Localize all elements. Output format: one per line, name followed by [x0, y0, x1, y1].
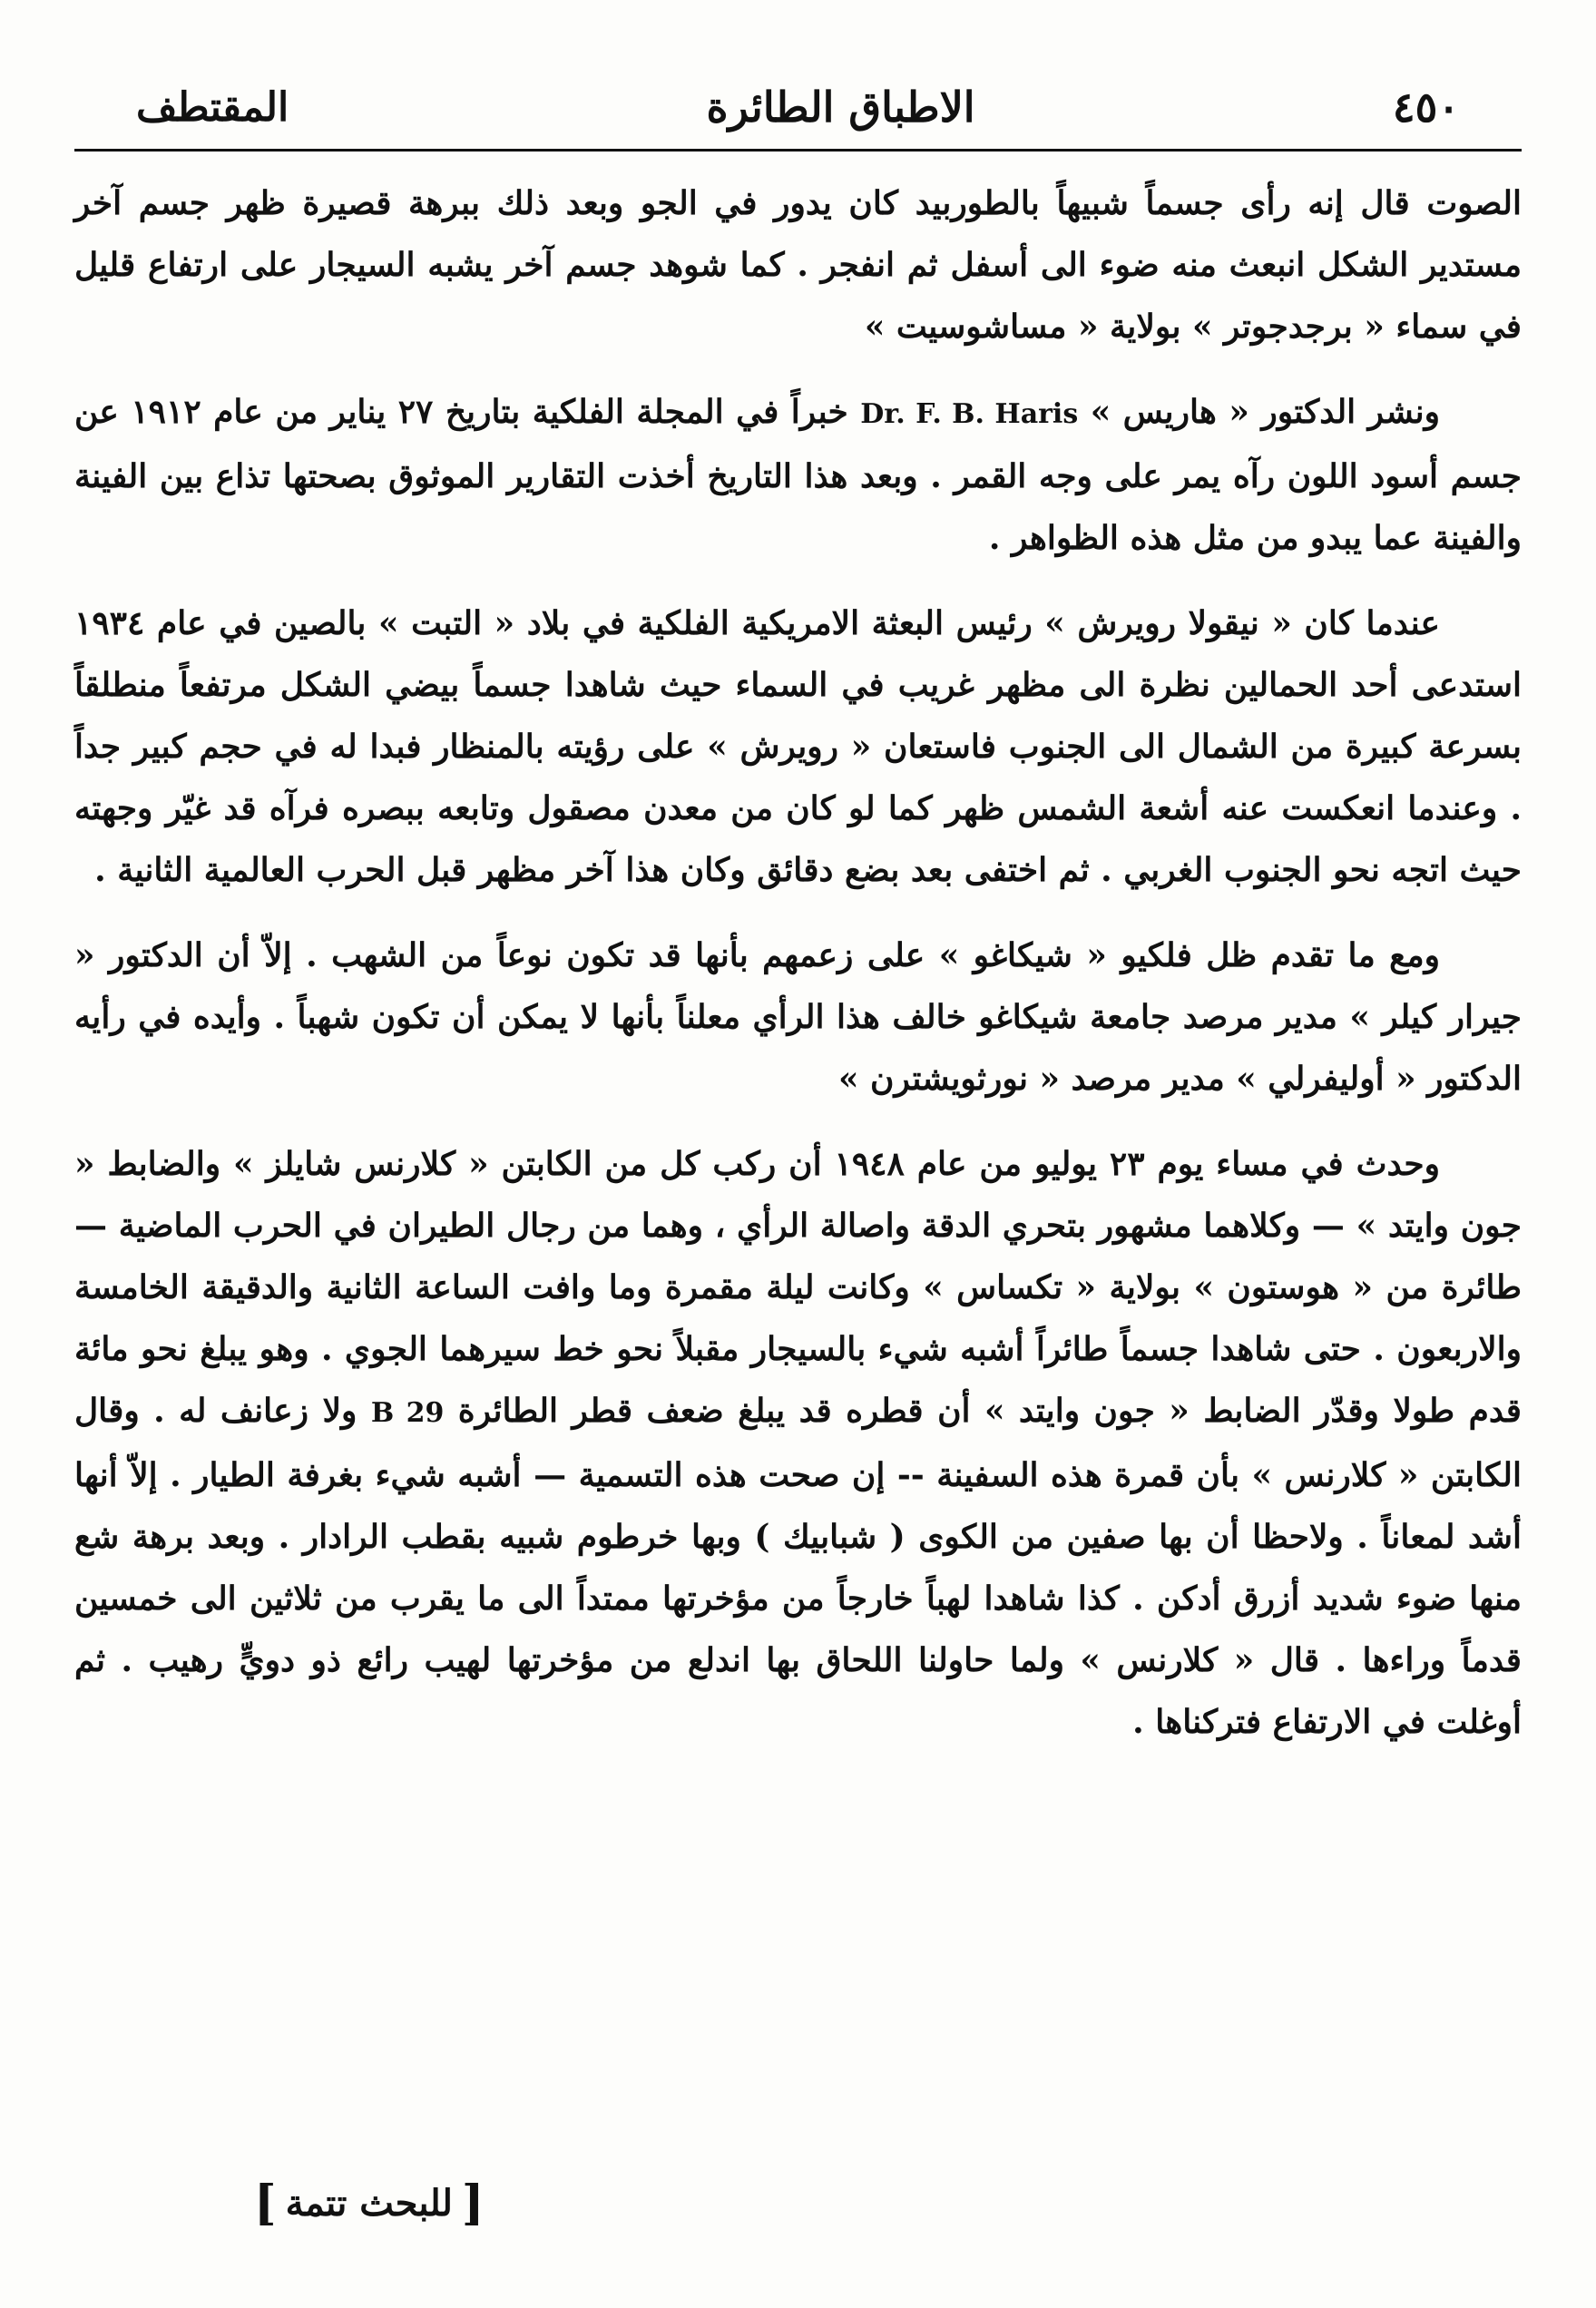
- header-rule: [74, 149, 1522, 152]
- aircraft-model: B 29: [370, 1397, 445, 1429]
- running-title: الاطباق الطائرة: [706, 83, 975, 132]
- bracket-open: [: [461, 2176, 485, 2231]
- continued-text: للبحث تتمة: [285, 2182, 453, 2225]
- latin-name: Dr. F. B. Haris: [860, 398, 1079, 430]
- paragraph: [74, 381, 1522, 569]
- paragraph-text: ومع ما تقدم ظل فلكيو « شيكاغو » على زعمهم بأنها قد تكون نوعاً من الشهب . إلاّ أن الدكتور « جيرار كيلر » مدير مرصد جامعة شيكاغو خالف هذا الرأي معلناً بأنها لا يمكن أن تكون شهباً . وأيده في رأيه الدكتور « أوليفرلي » مدير مرصد « نورثويشترن »: [74, 936, 1522, 1098]
- paragraph-text: الصوت قال إنه رأى جسماً شبيهاً بالطوربيد كان يدور في الجو وبعد ذلك ببرهة قصيرة ظهر جسم آخر مستدير الشكل انبعث منه ضوء الى أسفل ثم انفجر . كما شوهد جسم آخر يشبه السيجار على ارتفاع قليل في سماء « برجدجوتر » بولاية « مساشوسيت »: [74, 184, 1522, 346]
- paragraph: [74, 172, 1522, 357]
- paragraph: [74, 1133, 1522, 1753]
- paragraph-text: ولا زعانف له . وقال الكابتن « كلارنس » بأن قمرة هذه السفينة -- إن صحت هذه التسمية — أشبه شيء بغرفة الطيار . إلاّ أنها أشد لمعاناً . ولاحظا أن بها صفين من الكوى ( شبابيك ) وبها خرطوم شبيه بقطب الرادار . وبعد برهة شع منها ضوء شديد أزرق أدكن . كذا شاهدا لهباً خارجاً من مؤخرتها ممتداً الى ما يقرب من ثلاثين الى خمسين قدماً وراءها . قال « كلارنس » ولما حاولنا اللحاق بها اندلع من مؤخرتها لهيب رائع ذو دويٍّ رهيب . ثم أوغلت في الارتفاع فتركناها .: [74, 1392, 1522, 1741]
- paragraph: [74, 592, 1522, 901]
- journal-name: المقتطف: [136, 83, 289, 131]
- paragraph-text: خبراً في المجلة الفلكية بتاريخ ٢٧ يناير من عام ١٩١٢ عن جسم أسود اللون رآه يمر على وجه القمر . وبعد هذا التاريخ أخذت التقارير الموثوق بصحتها تذاع بين الفينة والفينة عما يبدو من مثل هذه الظواهر .: [74, 393, 1522, 557]
- article-body: [74, 172, 1522, 1776]
- bracket-close: ]: [254, 2176, 277, 2231]
- page-header: [136, 71, 1460, 143]
- to-be-continued-note: [254, 2176, 485, 2231]
- paragraph-text: ونشر الدكتور « هاريس »: [1090, 393, 1441, 431]
- page-number: ٤٥٠: [1392, 83, 1460, 132]
- paragraph: [74, 924, 1522, 1110]
- paragraph-text: وحدث في مساء يوم ٢٣ يوليو من عام ١٩٤٨ أن ركب كل من الكابتن « كلارنس شايلز » والضابط « جون وايتد » — وكلاهما مشهور بتحري الدقة واصالة الرأي ، وهما من رجال الطيران في الحرب الماضية — طائرة من « هوستون » بولاية « تكساس » وكانت ليلة مقمرة وما وافت الساعة الثانية والدقيقة الخامسة والاربعون . حتى شاهدا جسماً طائراً أشبه شيء بالسيجار مقبلاً نحو خط سيرهما الجوي . وهو يبلغ نحو مائة قدم طولا وقدّر الضابط « جون وايتد » أن قطره قد يبلغ ضعف قطر الطائرة: [74, 1145, 1522, 1430]
- paragraph-text: عندما كان « نيقولا رويرش » رئيس البعثة الامريكية الفلكية في بلاد « التبت » بالصين في عام ١٩٣٤ استدعى أحد الحمالين نظرة الى مظهر غريب في السماء حيث شاهدا جسماً بيضي الشكل مرتفعاً منطلقاً بسرعة كبيرة من الشمال الى الجنوب فاستعان « رويرش » على رؤيته بالمنظار فبدا له في حجم كبير جداً . وعندما انعكست عنه أشعة الشمس ظهر كما لو كان من معدن مصقول وتابعه ببصره فرآه قد غيّر وجهته حيث اتجه نحو الجنوب الغربي . ثم اختفى بعد بضع دقائق وكان هذا آخر مظهر قبل الحرب العالمية الثانية .: [74, 604, 1522, 889]
